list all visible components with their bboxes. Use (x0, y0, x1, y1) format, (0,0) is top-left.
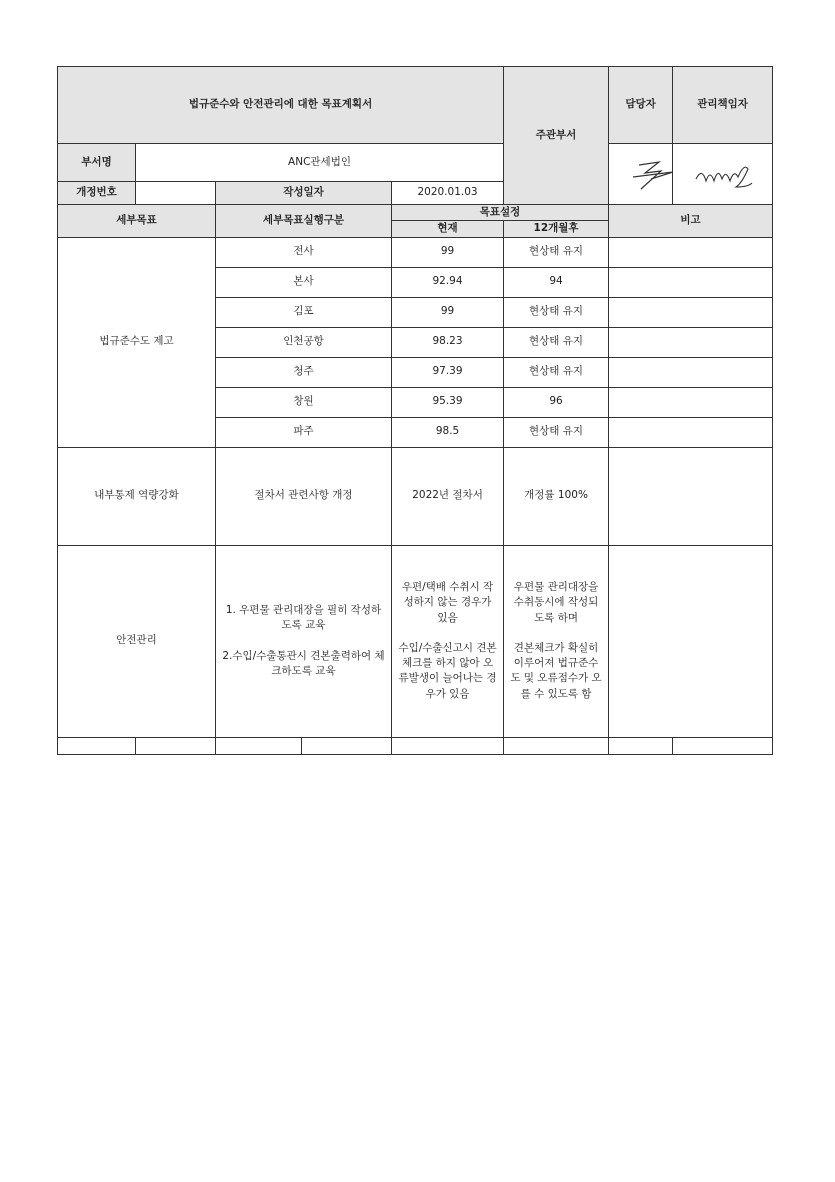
internal-remark (609, 447, 773, 545)
blank-cell (392, 737, 504, 754)
row-after: 현상태 유지 (504, 417, 609, 447)
row-remark (609, 387, 773, 417)
safety-current: 우편/택배 수취시 작 성하지 않는 경우가 있음 수입/수출신고시 견본 체크를 하지 않아 오 류발생이 늘어나는 경 우가 있음 (392, 545, 504, 737)
internal-division: 절차서 관련사항 개정 (216, 447, 392, 545)
row-current: 92.94 (392, 267, 504, 297)
blank-cell (302, 737, 392, 754)
safety-goal: 안전관리 (58, 545, 216, 737)
blank-row (58, 737, 773, 754)
row-current: 99 (392, 237, 504, 267)
revision-label: 개정번호 (58, 182, 136, 205)
blank-cell (609, 737, 673, 754)
blank-cell (58, 737, 136, 754)
host-department-label: 주관부서 (504, 67, 609, 205)
row-current: 98.5 (392, 417, 504, 447)
row-name: 파주 (216, 417, 392, 447)
blank-cell (216, 737, 302, 754)
safety-division: 1. 우편물 관리대장을 필히 작성하 도록 교육 2.수입/수출통관시 견본출력하여 체 크하도록 교육 (216, 545, 392, 737)
internal-after: 개정률 100% (504, 447, 609, 545)
row-after: 현상태 유지 (504, 237, 609, 267)
blank-cell (504, 737, 609, 754)
column-remark: 비고 (609, 205, 773, 237)
blank-cell (136, 737, 216, 754)
safety-remark (609, 545, 773, 737)
row-remark (609, 357, 773, 387)
column-target: 목표설정 (392, 205, 609, 221)
row-name: 본사 (216, 267, 392, 297)
compliance-goal: 법규준수도 제고 (58, 237, 216, 447)
table-row (58, 447, 773, 545)
row-current: 99 (392, 297, 504, 327)
manager-signature (609, 144, 673, 205)
manager-label: 담당자 (609, 67, 673, 144)
internal-current: 2022년 절차서 (392, 447, 504, 545)
row-current: 98.23 (392, 327, 504, 357)
table-row (58, 545, 773, 737)
row-after: 96 (504, 387, 609, 417)
row-remark (609, 417, 773, 447)
date-label: 작성일자 (216, 182, 392, 205)
admin-manager-label: 관리책임자 (673, 67, 773, 144)
safety-after: 우편물 관리대장을 수취동시에 작성되 도록 하며 견본체크가 확실히 이루어져 법규준수 도 및 오류점수가 오 를 수 있도록 함 (504, 545, 609, 737)
row-after: 현상태 유지 (504, 297, 609, 327)
internal-goal: 내부통제 역량강화 (58, 447, 216, 545)
revision-value (136, 182, 216, 205)
column-division: 세부목표실행구분 (216, 205, 392, 237)
blank-cell (673, 737, 773, 754)
table-row (58, 237, 773, 267)
document-title: 법규준수와 안전관리에 대한 목표계획서 (58, 67, 504, 144)
goal-plan-table (57, 66, 773, 755)
row-remark (609, 267, 773, 297)
row-current: 97.39 (392, 357, 504, 387)
row-after: 현상태 유지 (504, 327, 609, 357)
row-name: 청주 (216, 357, 392, 387)
row-after: 현상태 유지 (504, 357, 609, 387)
column-after: 12개월후 (504, 221, 609, 237)
admin-manager-signature (673, 144, 773, 205)
column-goal: 세부목표 (58, 205, 216, 237)
row-remark (609, 237, 773, 267)
row-name: 창원 (216, 387, 392, 417)
row-current: 95.39 (392, 387, 504, 417)
department-label: 부서명 (58, 144, 136, 182)
row-name: 전사 (216, 237, 392, 267)
row-remark (609, 327, 773, 357)
column-current: 현재 (392, 221, 504, 237)
department-value: ANC관세법인 (136, 144, 504, 182)
row-after: 94 (504, 267, 609, 297)
date-value: 2020.01.03 (392, 182, 504, 205)
row-name: 인천공항 (216, 327, 392, 357)
row-remark (609, 297, 773, 327)
row-name: 김포 (216, 297, 392, 327)
